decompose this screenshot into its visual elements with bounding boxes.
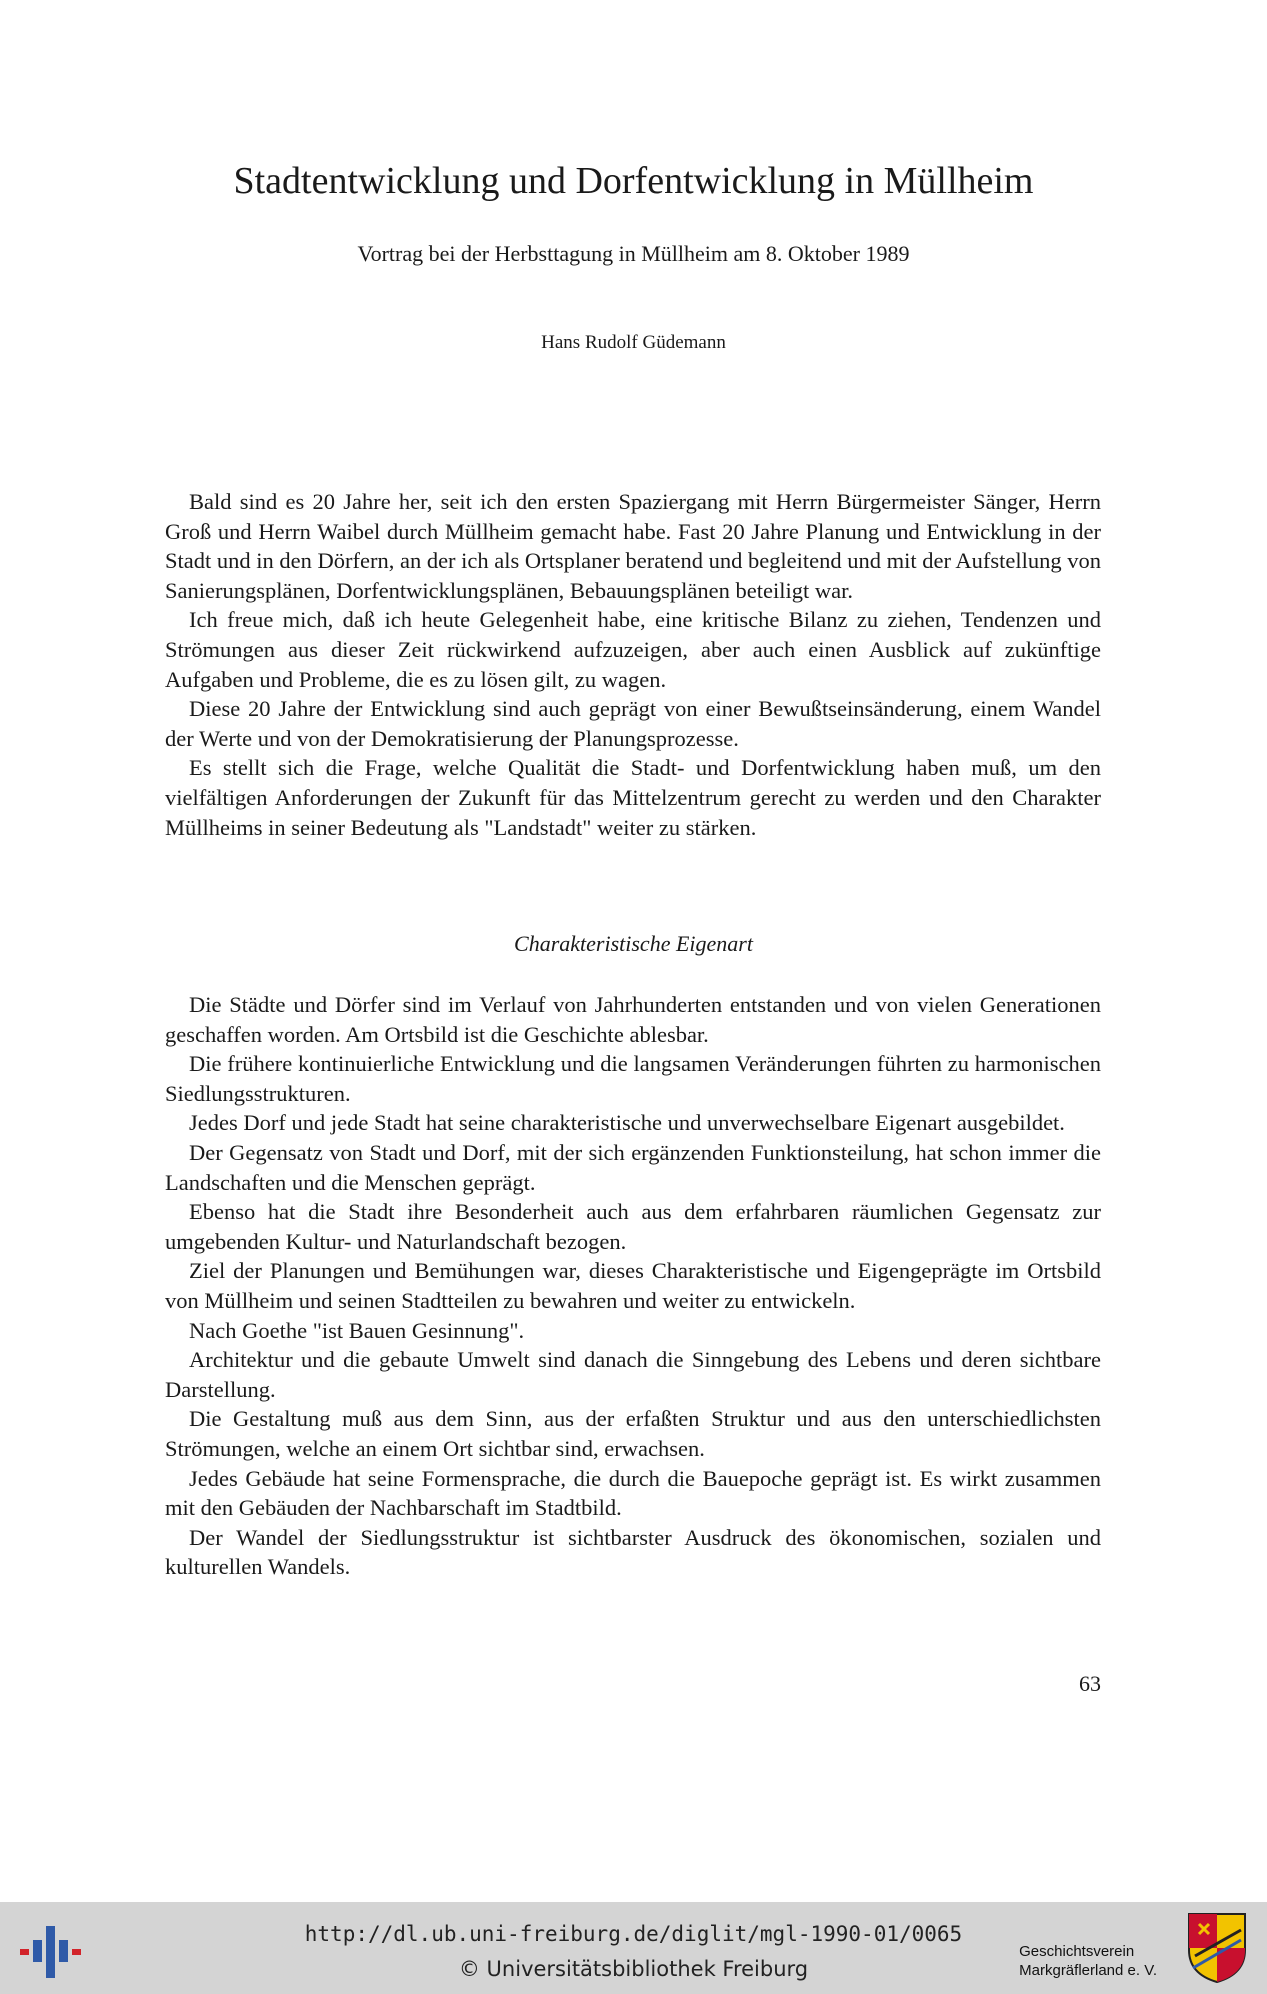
author-name: Hans Rudolf Güdemann (541, 332, 726, 353)
organization-line-2: Markgräflerland e. V. (1019, 1962, 1157, 1979)
coat-of-arms-icon[interactable] (1185, 1910, 1249, 1986)
paragraph: Die frühere kontinuierliche Entwicklung und die langsamen Veränderungen führten zu harmonischen Siedlungsstrukturen. (165, 1051, 1101, 1106)
url-link-text[interactable]: http://dl.ub.uni-freiburg.de/diglit/mgl-1990-01/0065 (304, 1922, 963, 1946)
intro-text-block (165, 487, 1101, 842)
paragraph: Es stellt sich die Frage, welche Qualität die Stadt- und Dorfentwicklung haben muß, um den vielfältigen Anforderungen der Zukunft für das Mittelzentrum gerecht zu werden und den Charakter Müllheims in seiner Bedeutung als "Landstadt" weiter zu stärken. (165, 755, 1101, 840)
paragraph: Ich freue mich, daß ich heute Gelegenheit habe, eine kritische Bilanz zu ziehen, Tendenzen und Strömungen aus dieser Zeit rückwirkend aufzuzeigen, aber auch einen Ausblick auf zukünftige Aufgaben und Probleme, die es zu lösen gilt, zu wagen. (165, 607, 1101, 692)
paragraph: Bald sind es 20 Jahre her, seit ich den ersten Spaziergang mit Herrn Bürgermeister Sänger, Herrn Groß und Herrn Waibel durch Müllheim gemacht habe. Fast 20 Jahre Planung und Entwicklung in der Stadt und in den Dörfern, an der ich als Ortsplaner beratend und begleitend und mit der Aufstellung von Sanierungsplänen, Dorfentwicklungsplänen, Bebauungsplänen beteiligt war. (165, 489, 1102, 603)
organization-line-1: Geschichtsverein (1019, 1943, 1135, 1960)
paragraph: Jedes Dorf und jede Stadt hat seine charakteristische und unverwechselbare Eigenart ausgebildet. (189, 1110, 1065, 1136)
paragraph: Architektur und die gebaute Umwelt sind danach die Sinngebung des Lebens und deren sichtbare Darstellung. (165, 1347, 1101, 1402)
paragraph: Die Städte und Dörfer sind im Verlauf von Jahrhunderten entstanden und von vielen Generationen geschaffen worden. Am Ortsbild ist die Geschichte ablesbar. (165, 992, 1101, 1047)
paragraph: Nach Goethe "ist Bauen Gesinnung". (189, 1317, 525, 1343)
copyright-text: © Universitätsbibliothek Freiburg (458, 1957, 809, 1981)
paragraph: Ziel der Planungen und Bemühungen war, dieses Charakteristische und Eigengeprägte im Ortsbild von Müllheim und seinen Stadtteilen zu bewahren und weiter zu entwickeln. (165, 1258, 1101, 1313)
section-text-block (165, 990, 1101, 1582)
paragraph: Der Wandel der Siedlungsstruktur ist sichtbarster Ausdruck des ökonomischen, sozialen und kulturellen Wandels. (165, 1524, 1101, 1580)
page-title: Stadtentwicklung und Dorfentwicklung in Müllheim (233, 160, 1034, 202)
subtitle: Vortrag bei der Herbsttagung in Müllheim am 8. Oktober 1989 (357, 241, 910, 266)
organization-name (1019, 1942, 1157, 1980)
section-heading: Charakteristische Eigenart (514, 931, 753, 956)
paragraph: Die Gestaltung muß aus dem Sinn, aus der erfaßten Struktur und aus den unterschiedlichsten Strömungen, welche an einem Ort sichtbar sind, erwachsen. (165, 1406, 1101, 1461)
page-number: 63 (1079, 1671, 1101, 1696)
paragraph: Der Gegensatz von Stadt und Dorf, mit der sich ergänzenden Funktionsteilung, hat schon immer die Landschaften und die Menschen geprägt. (165, 1139, 1101, 1195)
paragraph: Ebenso hat die Stadt ihre Besonderheit auch aus dem erfahrbaren räumlichen Gegensatz zur umgebenden Kultur- und Naturlandschaft bezogen. (165, 1199, 1101, 1254)
paragraph: Jedes Gebäude hat seine Formensprache, die durch die Bauepoche geprägt ist. Es wirkt zusammen mit den Gebäuden der Nachbarschaft im Stadtbild. (165, 1465, 1101, 1521)
viewer-footer (0, 1902, 1267, 1994)
paragraph: Diese 20 Jahre der Entwicklung sind auch geprägt von einer Bewußtseinsänderung, einem Wandel der Werte und von der Demokratisierung der Planungsprozesse. (165, 696, 1101, 751)
